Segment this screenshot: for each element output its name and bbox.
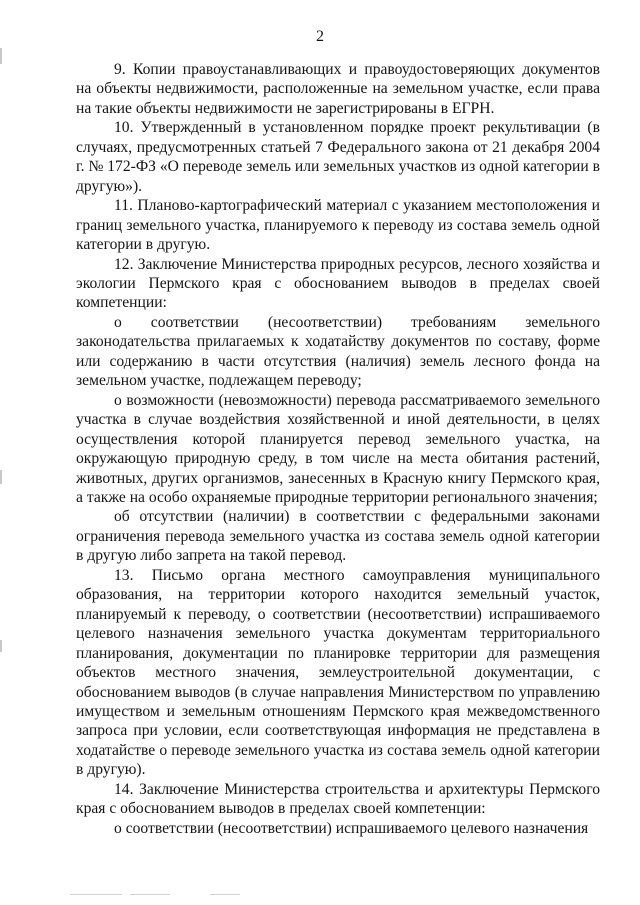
paragraph-item-12: 12. Заключение Министерства природных ресурсов, лесного хозяйства и экологии Пермского края с обоснованием выводов в пределах своей компетенции: xyxy=(76,255,600,312)
paragraph-item-14: 14. Заключение Министерства строительства и архитектуры Пермского края с обоснованием выводов в пределах своей компетенции: xyxy=(76,780,600,818)
page-number: 2 xyxy=(316,28,324,45)
paragraph-subitem-restrictions: об отсутствии (наличии) в соответствии с федеральными законами ограничения перевода земельного участка из состава земель одной категории в другую либо запрета на такой перевод. xyxy=(76,508,600,565)
scan-margin-mark xyxy=(0,470,2,484)
paragraph-item-13: 13. Письмо органа местного самоуправления муниципального образования, на территории которого находится земельный участок, планируемый к переводу, о соответствии (несоответствии) испрашиваемого целевого назначения земельного участка документам территориального планирования, документации по планировке территории для размещения объектов местного значения, землеустроительной документации, с обоснованием выводов (в случае направления Министерством по управлению имуществом и земельным отношениям Пермского края межведомственного запроса при условии, если соответствующая информация не представлена в ходатайстве о переводе земельного участка из состава земель одной категории в другую). xyxy=(76,566,600,779)
paragraph-item-10: 10. Утвержденный в установленном порядке проект рекультивации (в случаях, предусмотренных статьей 7 Федерального закона от 21 декабря 2004 г. № 172-ФЗ «О переводе земель или земельных участков из одной категории в другую»). xyxy=(76,119,600,195)
footer-rule xyxy=(70,894,122,895)
paragraph-item-11: 11. Планово-картографический материал с указанием местоположения и границ земельного участка, планируемого к переводу из состава земель одной категории в другую. xyxy=(76,197,600,254)
document-body xyxy=(76,60,600,838)
paragraph-subitem-environment: о возможности (невозможности) перевода рассматриваемого земельного участка в случае воздействия хозяйственной и иной деятельности, в целях осуществления которой планируется перевод земельного участка, на окружающую природную среду, в том числе на места обитания растений, животных, других организмов, занесенных в Красную книгу Пермского края, а также на особо охраняемые природные территории регионального значения; xyxy=(76,391,600,506)
paragraph-subitem-land-fund: о соответствии (несоответствии) требованиям земельного законодательства прилагаемых к ходатайству документов по составу, форме или содержанию в части отсутствия (наличия) земель лесного фонда на земельном участке, подлежащем переводу; xyxy=(76,313,600,390)
scan-margin-mark xyxy=(0,48,2,64)
paragraph-subitem-purpose: о соответствии (несоответствии) испрашиваемого целевого назначения xyxy=(114,819,589,837)
footer-rule xyxy=(210,894,240,895)
footer-rule xyxy=(130,894,170,895)
paragraph-item-9: 9. Копии правоустанавливающих и правоудостоверяющих документов на объекты недвижимости, расположенные на земельном участке, если права на такие объекты недвижимости не зарегистрированы в ЕГРН. xyxy=(76,61,600,117)
scan-margin-mark xyxy=(0,640,2,652)
